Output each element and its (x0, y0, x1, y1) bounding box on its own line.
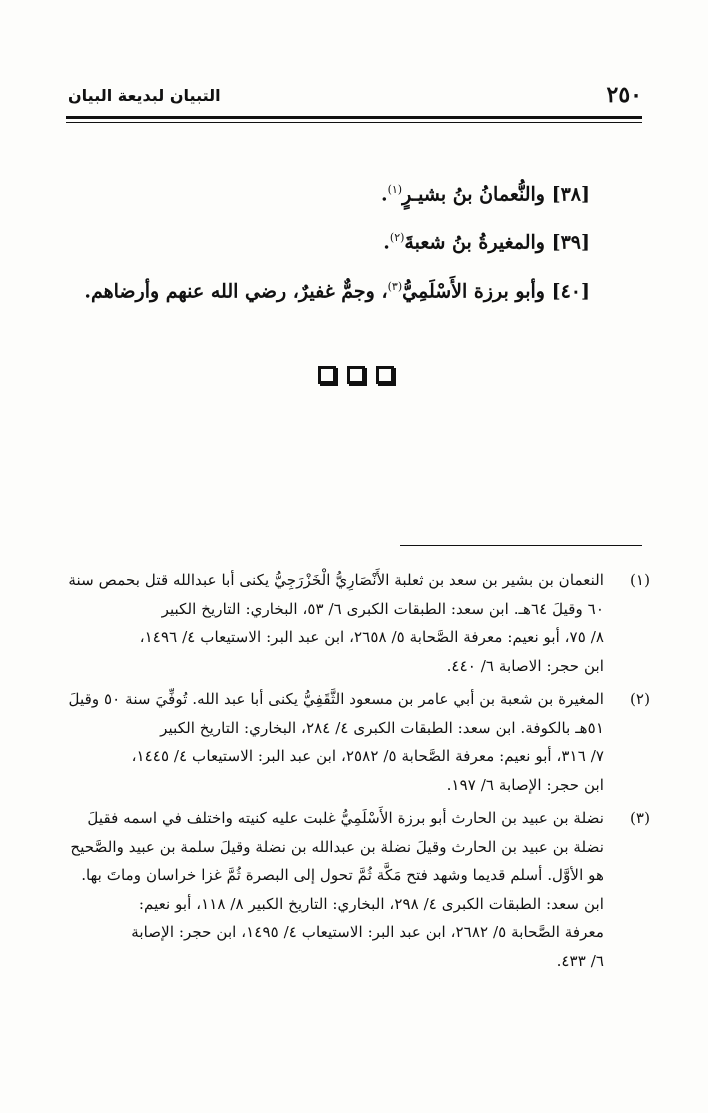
footnotes (68, 566, 650, 980)
footnote-number: (٣) (629, 809, 650, 827)
footnote-3 (68, 804, 650, 975)
footnote-marker[interactable]: (٢) (389, 231, 405, 245)
footnote-text: نضلة بن عبيد بن الحارث أبو برزة الأَسْلَمِيُّ غلبت عليه كنيته واختلف في اسمه فقيلَ نضلة بن عبيد بن الحارث وقيلَ نضلة بن عبدالله بن نضلة وقيلَ سلمة بن عبيد والصَّحيح هو الأوَّل. أسلم قديما وشهد فتح مَكَّة ثُمَّ تحول إلى البصرة ثُمَّ غزا خراسان وماتَ بها. ابن سعد: الطبقات الكبرى ٤/ ٢٩٨، البخاري: التاريخ الكبير ٨/ ١١٨، أبو نعيم: معرفة الصَّحابة ٥/ ٢٦٨٢، ابن عبد البر: الاستيعاب ٤/ ١٤٩٥، ابن حجر: الإصابة ٦/ ٤٣٣. (70, 809, 604, 970)
page-number: ٢٥٠ (606, 82, 642, 108)
running-title: التبيان لبديعة البيان (68, 86, 221, 105)
footnote-number: (٢) (629, 690, 650, 708)
header-rule-thin (66, 122, 642, 123)
page-header (68, 82, 642, 112)
square-ornament-icon (347, 366, 365, 384)
footnote-number: (١) (629, 571, 650, 589)
footnote-marker[interactable]: (٣) (387, 279, 403, 293)
square-ornament-icon (318, 366, 336, 384)
footnote-1 (68, 566, 650, 680)
footnote-marker[interactable]: (١) (387, 183, 403, 196)
footnote-2 (68, 685, 650, 799)
footnote-text: النعمان بن بشير بن سعد بن ثعلبة الأَنْصَارِيُّ الْخَزْرَجِيُّ يكنى أبا عبدالله قتل بحمص سنة ٦٠ وقيلَ ٦٤هـ. ابن سعد: الطبقات الكبرى ٦/ ٥٣، البخاري: التاريخ الكبير ٨/ ٧٥، أبو نعيم: معرفة الصَّحابة ٥/ ٢٦٥٨، ابن عبد البر: الاستيعاب ٤/ ١٤٩٦، ابن حجر: الاصابة ٦/ ٤٤٠. (68, 571, 604, 675)
footnote-text: المغيرة بن شعبة بن أبي عامر بن مسعود الثَّقَفِيُّ يكنى أبا عبد الله. تُوفِّيَ سنة ٥٠ وقيلَ ٥١هـ بالكوفة. ابن سعد: الطبقات الكبرى ٤/ ٢٨٤، البخاري: التاريخ الكبير ٧/ ٣١٦، أبو نعيم: معرفة الصَّحابة ٥/ ٢٥٨٢، ابن عبد البر: الاستيعاب ٤/ ١٤٤٥، ابن حجر: الإصابة ٦/ ١٩٧. (68, 690, 604, 794)
square-ornament-icon (376, 366, 394, 384)
entry-39: [٣٩] والمغيرةُ بنُ شعبةَ$^{(٢)}$. (383, 231, 590, 254)
section-ornament (318, 366, 394, 390)
main-text (70, 168, 590, 313)
header-rule-thick (66, 116, 642, 119)
entry-40: [٤٠] وأبو برزة الأَسْلَمِيُّ$^{(٣)}$، وجمٌّ غفيرٌ، رضي الله عنهم وأرضاهم. (84, 279, 590, 302)
entry-38: [٣٨] والنُّعمانُ بنُ بشيـرٍ$^{(١)}$. (380, 183, 590, 206)
footnote-separator (400, 545, 642, 546)
